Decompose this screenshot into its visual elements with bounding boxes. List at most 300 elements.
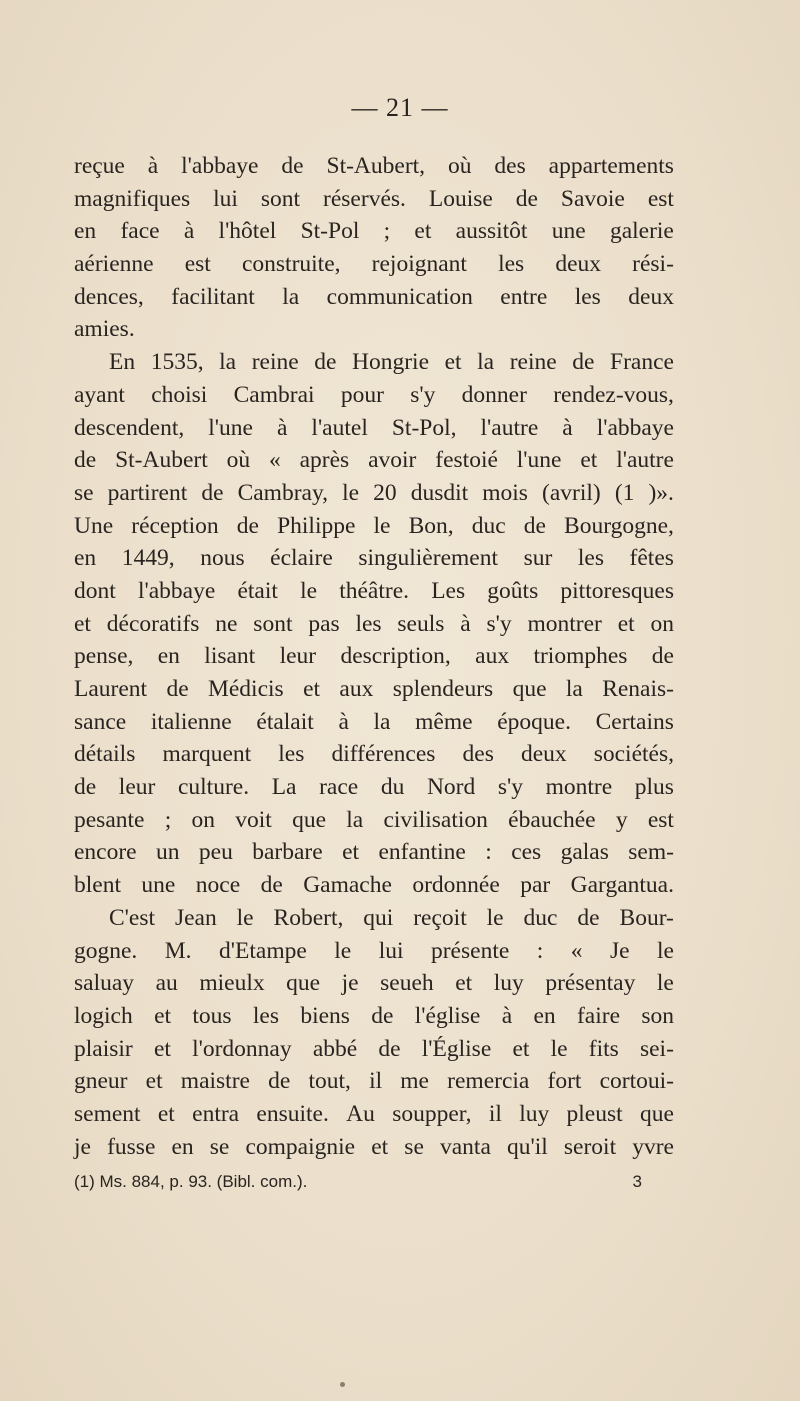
word: cortoui-: [599, 1068, 674, 1095]
word: Une: [74, 512, 114, 539]
word: l'hôtel: [218, 218, 277, 245]
word: voit: [235, 806, 272, 833]
word: galas: [560, 839, 609, 866]
word: «: [570, 937, 583, 964]
word: lui: [378, 937, 404, 964]
word: l'autre: [616, 447, 674, 474]
word: on: [650, 610, 674, 637]
word: tout,: [308, 1068, 351, 1095]
word: s'y: [497, 774, 523, 801]
word: de: [572, 349, 595, 376]
word: aux: [475, 643, 510, 670]
word: que: [286, 970, 321, 997]
word: un: [156, 839, 180, 866]
word: les: [574, 283, 601, 310]
word: amies.: [74, 316, 135, 343]
word: détails: [74, 741, 136, 768]
word: qui: [363, 904, 394, 931]
word: dusdit: [410, 479, 469, 506]
word: après: [299, 447, 350, 474]
word: facilitant: [171, 283, 255, 310]
word: d'Etampe: [219, 937, 307, 964]
word: descendent,: [74, 414, 185, 441]
word: maistre: [180, 1068, 250, 1095]
word: fêtes: [629, 545, 674, 572]
word: de: [651, 643, 674, 670]
word: l'autel: [311, 414, 368, 441]
word: encore: [74, 839, 137, 866]
word: description,: [340, 643, 451, 670]
word: l'église: [414, 1002, 481, 1029]
word: s'y: [410, 381, 436, 408]
word: aux: [339, 676, 374, 702]
word: St-Pol,: [391, 414, 457, 441]
word: leur: [279, 643, 317, 670]
text-line: [74, 379, 674, 412]
word: en: [171, 1133, 194, 1160]
word: sei-: [639, 1035, 674, 1062]
word: à: [338, 708, 349, 735]
word: l'une: [516, 447, 562, 474]
word: l'Église: [421, 1035, 492, 1062]
word: ne: [215, 610, 238, 637]
word: était: [237, 577, 278, 604]
word: reine: [509, 349, 557, 376]
word: ;: [164, 806, 172, 833]
word: goûts: [487, 577, 539, 604]
word: appartements: [548, 153, 674, 179]
word: Gamache: [303, 872, 392, 899]
word: St-Aubert: [115, 447, 208, 474]
word: «: [269, 447, 281, 474]
word: Hongrie: [352, 349, 430, 376]
word: le: [334, 937, 352, 964]
word: Nord: [426, 774, 476, 801]
word: est: [647, 185, 674, 212]
text-line: [74, 575, 674, 608]
word: Laurent: [74, 676, 148, 702]
word: enfantine: [378, 839, 466, 866]
word: luy: [493, 970, 524, 997]
word: fits: [588, 1035, 619, 1062]
word: les: [278, 741, 305, 768]
word: choisi: [151, 381, 208, 408]
word: ;: [383, 218, 391, 245]
word: l'abbaye: [181, 153, 259, 179]
word: le: [657, 937, 674, 964]
word: les: [355, 610, 382, 637]
word: des: [462, 741, 494, 768]
word: et: [512, 1035, 530, 1062]
word: splendeurs: [392, 676, 494, 702]
word: seueh: [380, 970, 434, 997]
word: Certains: [595, 708, 674, 735]
word: le: [300, 577, 318, 604]
word: donner: [461, 381, 527, 408]
word: en: [74, 545, 97, 572]
word: pesante: [74, 806, 145, 833]
word: vanta: [439, 1133, 491, 1160]
word: à: [147, 153, 159, 179]
text-line: [74, 281, 674, 314]
text-line: [74, 248, 674, 281]
text-line: [74, 869, 674, 902]
word: où: [447, 153, 472, 179]
word: C'est: [109, 904, 156, 931]
text-line: [74, 738, 674, 771]
text-line: [74, 967, 674, 1000]
word: magnifiques: [74, 185, 191, 212]
word: pense,: [74, 643, 134, 670]
word: la: [346, 806, 364, 833]
text-line: [74, 1000, 674, 1033]
word: sont: [253, 610, 293, 637]
word: yvre: [632, 1133, 674, 1160]
word: nous: [200, 545, 245, 572]
word: pleust: [566, 1100, 623, 1127]
word: Bon,: [408, 512, 454, 539]
word: dont: [74, 577, 116, 604]
word: Je: [609, 937, 630, 964]
word: que: [512, 676, 547, 702]
word: s'y: [486, 610, 512, 637]
word: et: [371, 1133, 389, 1160]
word: le: [236, 904, 254, 931]
word: en: [533, 1002, 556, 1029]
word: et: [153, 1035, 171, 1062]
text-line: [74, 1033, 674, 1066]
text-line: [74, 510, 674, 543]
word: entra: [192, 1100, 240, 1127]
word: pour: [340, 381, 384, 408]
text-line: [74, 640, 674, 673]
text-line: [74, 706, 674, 739]
word: qu'il: [506, 1133, 548, 1160]
word: montre: [545, 774, 613, 801]
word: présentay: [545, 970, 636, 997]
text-line: [74, 1098, 674, 1131]
word: de: [260, 872, 283, 899]
word: M.: [164, 937, 192, 964]
word: et: [342, 839, 360, 866]
word: de: [281, 153, 304, 179]
word: époque.: [497, 708, 571, 735]
word: et: [74, 610, 91, 637]
word: luy: [519, 1100, 550, 1127]
word: reçoit: [413, 904, 467, 931]
ink-speck: [340, 1382, 345, 1387]
word: rendez-vous,: [553, 381, 674, 408]
word: l'abbaye: [137, 577, 216, 604]
word: le: [550, 1035, 568, 1062]
word: Savoie: [560, 185, 625, 212]
word: culture.: [177, 774, 250, 801]
word: la: [565, 676, 583, 702]
word: gogne.: [74, 937, 138, 964]
word: une: [141, 872, 176, 899]
word: de: [523, 512, 546, 539]
word: à: [501, 1002, 513, 1029]
word: même: [415, 708, 473, 735]
word: Gargantua.: [570, 872, 674, 899]
word: saluay: [74, 970, 135, 997]
word: et: [444, 349, 462, 376]
word: je: [74, 1133, 91, 1160]
word: La: [271, 774, 297, 801]
word: une: [551, 218, 586, 245]
word: se: [74, 479, 94, 506]
word: :: [536, 937, 544, 964]
text-line: [74, 771, 674, 804]
word: et: [157, 1100, 175, 1127]
word: son: [641, 1002, 674, 1029]
word: festoié: [435, 447, 498, 474]
body-text: [74, 150, 674, 1163]
word: de: [268, 1068, 291, 1095]
word: réservés.: [323, 185, 406, 212]
word: il: [488, 1100, 502, 1127]
word: la: [373, 708, 391, 735]
word: à: [562, 414, 573, 441]
word: compaignie: [245, 1133, 356, 1160]
text-line: [74, 346, 674, 379]
word: à: [276, 414, 288, 441]
text-line: [74, 902, 674, 935]
word: par: [520, 872, 551, 899]
word: sem-: [628, 839, 674, 866]
word: montrer: [527, 610, 602, 637]
text-line: [74, 444, 674, 477]
word: rési-: [632, 251, 674, 278]
word: reine: [251, 349, 299, 376]
text-line: [74, 1131, 674, 1164]
word: ensuite.: [256, 1100, 329, 1127]
word: la: [477, 349, 495, 376]
text-line: [74, 608, 674, 641]
word: au: [155, 970, 178, 997]
word: Louise: [428, 185, 493, 212]
word: abbé: [312, 1035, 358, 1062]
word: sur: [523, 545, 553, 572]
word: en: [74, 218, 97, 245]
word: En: [109, 349, 136, 376]
word: la: [282, 283, 300, 310]
word: France: [610, 349, 674, 376]
word: soupper,: [392, 1100, 472, 1127]
text-line: [74, 150, 674, 183]
signature-mark: 3: [632, 1172, 642, 1191]
word: décoratifs: [106, 610, 200, 637]
word: sance: [74, 708, 127, 735]
word: )».: [648, 479, 674, 506]
word: on: [191, 806, 215, 833]
word: de: [201, 479, 224, 506]
text-line: [74, 183, 674, 216]
word: le: [486, 904, 504, 931]
word: Cambray,: [237, 479, 329, 506]
word: pas: [308, 610, 340, 637]
text-line: [74, 935, 674, 968]
word: éclaire: [270, 545, 333, 572]
word: sement: [74, 1100, 141, 1127]
word: St-Pol: [300, 218, 360, 245]
word: l'une: [208, 414, 253, 441]
word: et: [414, 218, 432, 245]
word: galerie: [609, 218, 674, 245]
word: est: [647, 806, 674, 833]
word: noce: [195, 872, 241, 899]
word: deux: [555, 251, 602, 278]
word: et: [455, 970, 473, 997]
word: ordonnée: [412, 872, 500, 899]
word: différences: [331, 741, 436, 768]
word: et: [145, 1068, 163, 1095]
word: est: [184, 251, 211, 278]
word: le: [342, 479, 360, 506]
word: ces: [511, 839, 542, 866]
word: présente: [430, 937, 510, 964]
word: Renais-: [602, 676, 674, 702]
word: Médicis: [207, 676, 284, 702]
word: italienne: [150, 708, 232, 735]
word: St-Aubert,: [326, 153, 426, 179]
word: Bour-: [619, 904, 674, 931]
word: mois: [482, 479, 528, 506]
word: lui: [213, 185, 238, 212]
word: ayant: [74, 381, 125, 408]
word: biens: [300, 1002, 350, 1029]
text-line: [74, 477, 674, 510]
word: aérienne: [74, 251, 154, 278]
word: de: [236, 512, 259, 539]
word: de: [515, 185, 538, 212]
word: deux: [520, 741, 567, 768]
text-line: [74, 804, 674, 837]
word: 1535,: [150, 349, 204, 376]
word: les: [577, 545, 604, 572]
word: :: [485, 839, 492, 866]
word: les: [252, 1002, 279, 1029]
word: reçue: [74, 153, 125, 179]
word: (1: [614, 479, 635, 506]
word: (avril): [542, 479, 601, 506]
word: rejoignant: [371, 251, 467, 278]
word: l'autre: [480, 414, 539, 441]
word: et: [580, 447, 598, 474]
word: réception: [131, 512, 219, 539]
text-line: [74, 836, 674, 869]
word: leur: [118, 774, 156, 801]
word: avoir: [368, 447, 417, 474]
word: blent: [74, 872, 121, 899]
word: sont: [260, 185, 301, 212]
word: dences,: [74, 283, 144, 310]
word: Jean: [174, 904, 217, 931]
word: singulièrement: [358, 545, 498, 572]
word: lisant: [204, 643, 256, 670]
text-line: [74, 542, 674, 575]
word: me: [400, 1068, 429, 1095]
word: duc: [523, 904, 558, 931]
word: civilisation: [383, 806, 488, 833]
word: sociétés,: [593, 741, 674, 768]
word: remercia: [447, 1068, 530, 1095]
word: le: [656, 970, 674, 997]
word: l'ordonnay: [192, 1035, 292, 1062]
word: Philippe: [277, 512, 356, 539]
word: de: [371, 1002, 394, 1029]
footer: [74, 1172, 642, 1192]
text-line: [74, 412, 674, 445]
word: fusse: [107, 1133, 156, 1160]
word: du: [380, 774, 405, 801]
footnote: (1) Ms. 884, p. 93. (Bibl. com.).: [74, 1172, 308, 1191]
text-line: [74, 673, 674, 706]
word: communication: [326, 283, 473, 310]
word: marquent: [162, 741, 252, 768]
word: se: [209, 1133, 230, 1160]
word: fort: [547, 1068, 582, 1095]
word: Cambrai: [233, 381, 315, 408]
word: ébauchée: [508, 806, 596, 833]
word: en: [157, 643, 180, 670]
word: l'abbaye: [596, 414, 674, 441]
word: Au: [346, 1100, 375, 1127]
word: Les: [431, 577, 466, 604]
word: étalait: [256, 708, 314, 735]
text-line: [74, 313, 674, 346]
word: de: [314, 349, 337, 376]
word: de: [378, 1035, 401, 1062]
word: les: [498, 251, 525, 278]
word: de: [577, 904, 600, 931]
text-line: [74, 215, 674, 248]
word: construite,: [241, 251, 341, 278]
word: faire: [576, 1002, 621, 1029]
word: partirent: [107, 479, 188, 506]
word: où: [226, 447, 251, 474]
word: aussitôt: [455, 218, 528, 245]
word: duc: [471, 512, 506, 539]
word: pittoresques: [560, 577, 674, 604]
word: gneur: [74, 1068, 128, 1095]
text-line: [74, 1065, 674, 1098]
word: plaisir: [74, 1035, 133, 1062]
page-number: — 21 —: [351, 93, 449, 122]
word: peu: [198, 839, 233, 866]
word: Bourgogne,: [564, 512, 674, 539]
word: logich: [74, 1002, 133, 1029]
word: et: [154, 1002, 172, 1029]
word: Robert,: [273, 904, 344, 931]
word: triomphes: [533, 643, 628, 670]
word: de: [166, 676, 189, 702]
word: race: [319, 774, 359, 801]
word: 1449,: [121, 545, 175, 572]
word: à: [460, 610, 471, 637]
word: barbare: [252, 839, 323, 866]
word: 20: [373, 479, 397, 506]
word: entre: [500, 283, 548, 310]
word: seuls: [397, 610, 445, 637]
word: théâtre.: [339, 577, 410, 604]
word: que: [292, 806, 326, 833]
word: seroit: [563, 1133, 617, 1160]
word: la: [219, 349, 237, 376]
word: des: [494, 153, 526, 179]
word: plus: [634, 774, 674, 801]
word: face: [120, 218, 160, 245]
